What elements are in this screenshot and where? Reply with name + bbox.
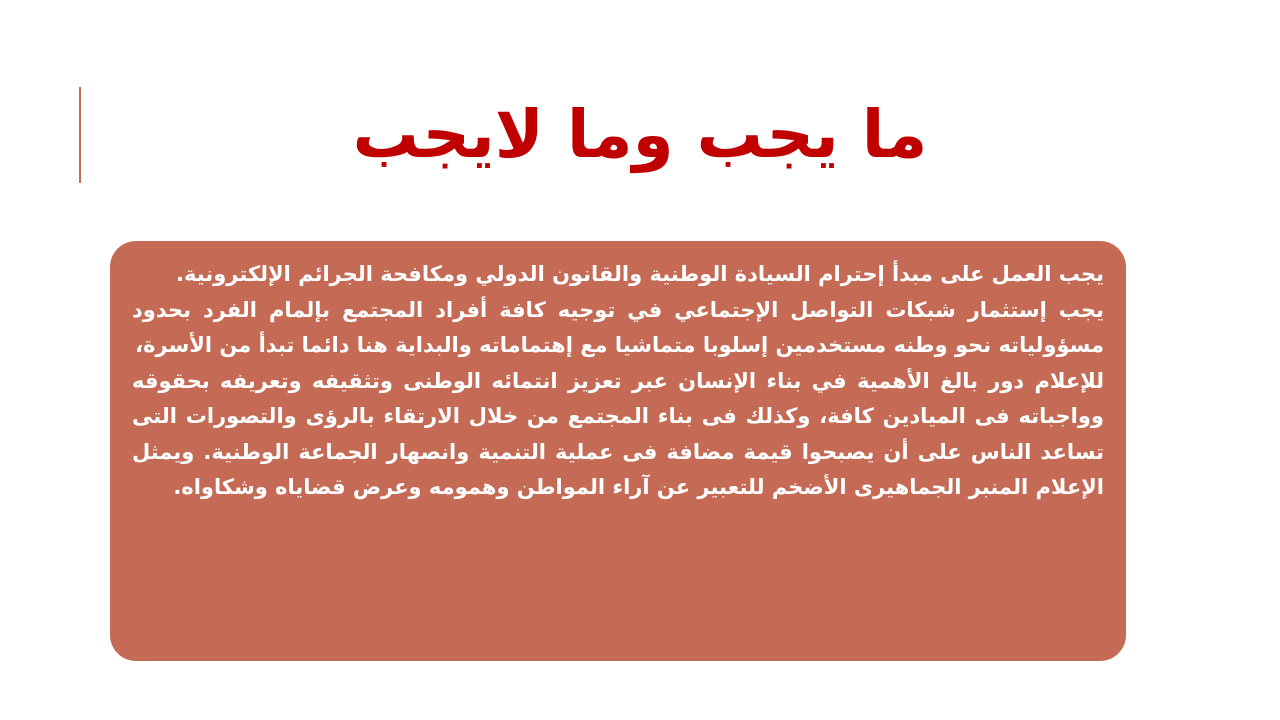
- paragraph-media-role: للإعلام دور بالغ الأهمية في بناء الإنسان عبر تعزيز انتمائه الوطنى وتثقيفه وتعريفه بحقوقه وواجباته فى الميادين كافة، وكذلك فى بناء المجتمع من خلال الارتقاء بالرؤى والتصورات التى تساعد الناس على أن يصبحوا قيمة مضافة فى عملية التنمية وانصهار الجماعة الوطنية. ويمثل الإعلام المنبر الجماهيرى الأضخم للتعبير عن آراء المواطن وهمومه وعرض قضاياه وشكاواه.: [132, 368, 1104, 499]
- content-box: [110, 241, 1126, 661]
- content-text: [132, 257, 1104, 506]
- paragraph-social-networks: يجب إستثمار شبكات التواصل الإجتماعي في توجيه كافة أفراد المجتمع بإلمام الفرد بحدود مسؤولياته نحو وطنه مستخدمين إسلوبا متماشيا مع إهتماماته والبداية هنا دائما تبدأ من الأسرة،: [132, 297, 1104, 357]
- accent-divider-line: [79, 87, 81, 183]
- paragraph-cybercrime: يجب العمل على مبدأ إحترام السيادة الوطنية والقانون الدولي ومكافحة الجرائم الإلكترونية.: [176, 262, 1104, 286]
- slide-title: ما يجب وما لايجب: [352, 96, 928, 173]
